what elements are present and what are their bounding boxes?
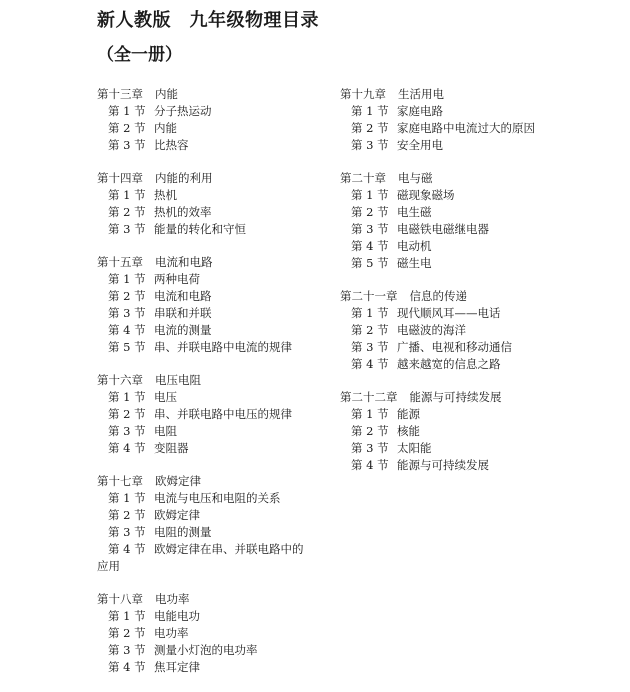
- chapter-title: 电压电阻: [155, 373, 201, 387]
- chapter-block: [340, 288, 600, 373]
- section-row: [97, 305, 327, 322]
- section-title: 测量小灯泡的电功率: [154, 643, 258, 657]
- section-title: 电流的测量: [154, 323, 212, 337]
- chapter-heading: [97, 473, 327, 490]
- section-title: 核能: [397, 424, 420, 438]
- section-number: 第 1 节: [351, 188, 389, 202]
- chapter-block: [97, 473, 327, 575]
- section-title: 电流与电压和电阻的关系: [154, 491, 281, 505]
- chapter-title: 电流和电路: [155, 255, 213, 269]
- toc-left-column: [97, 86, 327, 692]
- section-row: [97, 103, 327, 120]
- section-number: 第 3 节: [351, 222, 389, 236]
- section-title: 欧姆定律: [154, 508, 200, 522]
- section-title: 串联和并联: [154, 306, 212, 320]
- section-row: [97, 120, 327, 137]
- section-title: 比热容: [154, 138, 189, 152]
- chapter-title: 信息的传递: [409, 289, 467, 303]
- section-title: 串、并联电路中电压的规律: [154, 407, 292, 421]
- section-row: [97, 339, 327, 356]
- chapter-heading: [97, 591, 327, 608]
- chapter-heading: [97, 170, 327, 187]
- section-title: 能量的转化和守恒: [154, 222, 246, 236]
- section-row: [97, 490, 327, 507]
- chapter-title: 内能的利用: [155, 171, 213, 185]
- section-row: [340, 440, 600, 457]
- section-title: 电压: [154, 390, 177, 404]
- section-number: 第 1 节: [351, 407, 389, 421]
- chapter-block: [340, 389, 600, 474]
- section-row: [97, 271, 327, 288]
- section-number: 第 3 节: [108, 525, 146, 539]
- section-number: 第 4 节: [351, 239, 389, 253]
- section-number: 第 3 节: [108, 424, 146, 438]
- chapter-block: [340, 86, 600, 154]
- chapter-heading: [97, 372, 327, 389]
- chapter-number: 第十八章: [97, 592, 143, 606]
- section-title: 电磁铁电磁继电器: [397, 222, 489, 236]
- chapter-number: 第二十一章: [340, 289, 398, 303]
- chapter-title: 电功率: [155, 592, 190, 606]
- section-row: [97, 423, 327, 440]
- section-number: 第 2 节: [108, 626, 146, 640]
- chapter-block: [97, 86, 327, 154]
- chapter-title: 生活用电: [398, 87, 444, 101]
- section-number: 第 1 节: [108, 104, 146, 118]
- chapter-heading: [340, 86, 600, 103]
- section-title: 磁生电: [397, 256, 432, 270]
- section-title: 两种电荷: [154, 272, 200, 286]
- section-number: 第 2 节: [108, 508, 146, 522]
- section-title: 热机的效率: [154, 205, 212, 219]
- chapter-block: [97, 254, 327, 356]
- section-number: 第 4 节: [108, 660, 146, 674]
- chapter-title: 能源与可持续发展: [409, 390, 502, 404]
- section-row: [340, 423, 600, 440]
- chapter-heading: [340, 288, 600, 305]
- section-row: [340, 457, 600, 474]
- section-row: [340, 221, 600, 238]
- chapter-heading: [97, 254, 327, 271]
- section-title: 电流和电路: [154, 289, 212, 303]
- section-row: [97, 625, 327, 642]
- section-row: [340, 305, 600, 322]
- section-title: 内能: [154, 121, 177, 135]
- section-number: 第 4 节: [108, 542, 146, 556]
- section-number: 第 5 节: [108, 340, 146, 354]
- section-title: 电阻: [154, 424, 177, 438]
- chapter-block: [97, 591, 327, 676]
- section-number: 第 2 节: [108, 407, 146, 421]
- section-title: 焦耳定律: [154, 660, 200, 674]
- section-number: 第 3 节: [351, 340, 389, 354]
- section-row: [340, 339, 600, 356]
- section-title: 家庭电路: [397, 104, 443, 118]
- chapter-number: 第十五章: [97, 255, 143, 269]
- section-title: 电功率: [154, 626, 189, 640]
- section-title: 电生磁: [397, 205, 432, 219]
- section-title-continuation: 应用: [97, 559, 120, 573]
- section-row: [97, 659, 327, 676]
- section-title: 电磁波的海洋: [397, 323, 466, 337]
- section-number: 第 1 节: [351, 104, 389, 118]
- section-row: [97, 507, 327, 524]
- section-title: 能源与可持续发展: [397, 458, 489, 472]
- section-number: 第 1 节: [108, 390, 146, 404]
- chapter-title: 欧姆定律: [155, 474, 201, 488]
- section-number: 第 3 节: [108, 643, 146, 657]
- section-title: 能源: [397, 407, 420, 421]
- section-number: 第 1 节: [108, 188, 146, 202]
- section-title: 热机: [154, 188, 177, 202]
- section-title: 串、并联电路中电流的规律: [154, 340, 292, 354]
- chapter-heading: [340, 170, 600, 187]
- section-title: 欧姆定律在串、并联电路中的: [154, 542, 304, 556]
- section-row: [340, 187, 600, 204]
- section-number: 第 3 节: [108, 306, 146, 320]
- chapter-title: 电与磁: [398, 171, 433, 185]
- section-row: [340, 406, 600, 423]
- page-title: 新人教版 九年级物理目录: [97, 10, 319, 31]
- section-number: 第 3 节: [351, 138, 389, 152]
- section-number: 第 2 节: [351, 205, 389, 219]
- section-number: 第 2 节: [108, 121, 146, 135]
- section-row: [340, 204, 600, 221]
- section-number: 第 1 节: [108, 491, 146, 505]
- section-number: 第 4 节: [108, 441, 146, 455]
- section-row: [340, 238, 600, 255]
- section-row: [97, 406, 327, 423]
- page-subtitle: （全一册）: [97, 45, 182, 65]
- chapter-number: 第二十二章: [340, 390, 398, 404]
- section-number: 第 2 节: [351, 424, 389, 438]
- section-row: [340, 120, 600, 137]
- section-title: 变阻器: [154, 441, 189, 455]
- section-row: [97, 440, 327, 457]
- section-row: [97, 221, 327, 238]
- section-row: [340, 255, 600, 272]
- section-number: 第 5 节: [351, 256, 389, 270]
- section-number: 第 1 节: [108, 272, 146, 286]
- section-row: [340, 322, 600, 339]
- toc-right-column: [340, 86, 600, 490]
- chapter-number: 第十六章: [97, 373, 143, 387]
- section-row: [340, 137, 600, 154]
- section-title: 磁现象磁场: [397, 188, 455, 202]
- section-title: 电阻的测量: [154, 525, 212, 539]
- section-number: 第 2 节: [351, 323, 389, 337]
- chapter-number: 第十七章: [97, 474, 143, 488]
- chapter-number: 第十九章: [340, 87, 386, 101]
- chapter-block: [340, 170, 600, 272]
- section-number: 第 4 节: [108, 323, 146, 337]
- chapter-number: 第十四章: [97, 171, 143, 185]
- section-row: [97, 608, 327, 625]
- chapter-title: 内能: [155, 87, 178, 101]
- chapter-heading: [97, 86, 327, 103]
- section-title: 越来越宽的信息之路: [397, 357, 501, 371]
- section-number: 第 3 节: [351, 441, 389, 455]
- section-title: 太阳能: [397, 441, 432, 455]
- section-number: 第 2 节: [351, 121, 389, 135]
- section-number: 第 4 节: [351, 357, 389, 371]
- section-number: 第 3 节: [108, 138, 146, 152]
- section-title: 现代顺风耳——电话: [397, 306, 501, 320]
- chapter-number: 第十三章: [97, 87, 143, 101]
- section-title: 分子热运动: [154, 104, 212, 118]
- section-row: [340, 103, 600, 120]
- section-row: [97, 137, 327, 154]
- section-number: 第 3 节: [108, 222, 146, 236]
- chapter-block: [97, 170, 327, 238]
- section-title: 广播、电视和移动通信: [397, 340, 512, 354]
- section-number: 第 2 节: [108, 289, 146, 303]
- chapter-heading: [340, 389, 600, 406]
- section-row: [97, 389, 327, 406]
- section-row: [97, 642, 327, 659]
- section-row: [97, 187, 327, 204]
- section-row: [97, 288, 327, 305]
- section-row: [97, 541, 327, 558]
- section-title: 家庭电路中电流过大的原因: [397, 121, 535, 135]
- chapter-number: 第二十章: [340, 171, 386, 185]
- section-row: [97, 204, 327, 221]
- section-title: 电动机: [397, 239, 432, 253]
- section-row: [340, 356, 600, 373]
- section-number: 第 1 节: [108, 609, 146, 623]
- chapter-block: [97, 372, 327, 457]
- section-number: 第 2 节: [108, 205, 146, 219]
- section-title: 安全用电: [397, 138, 443, 152]
- section-number: 第 1 节: [351, 306, 389, 320]
- section-title: 电能电功: [154, 609, 200, 623]
- section-number: 第 4 节: [351, 458, 389, 472]
- section-row: [97, 322, 327, 339]
- section-row: [97, 524, 327, 541]
